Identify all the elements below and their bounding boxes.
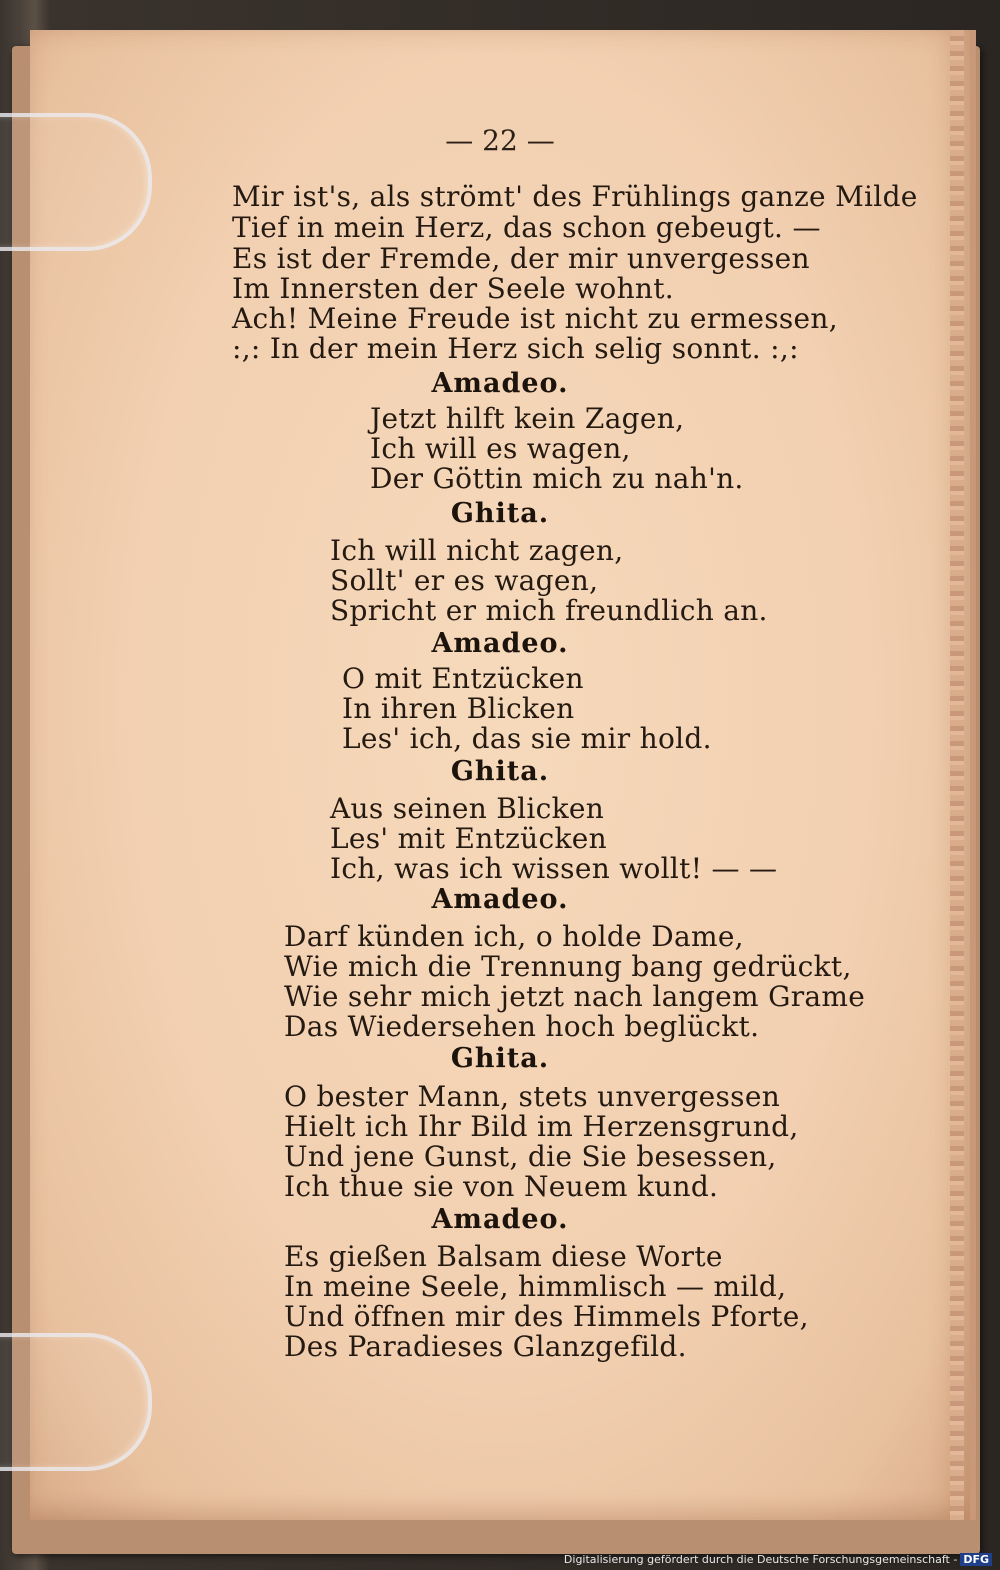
verse-line: In meine Seele, himmlisch — mild, [284, 1270, 787, 1303]
speaker-heading: Amadeo. [431, 1204, 569, 1235]
speaker-heading: Ghita. [450, 756, 550, 787]
verse-line: Im Innersten der Seele wohnt. [232, 272, 674, 305]
verse-line: Wie sehr mich jetzt nach langem Grame [284, 980, 866, 1013]
verse-line: Spricht er mich freundlich an. [330, 594, 768, 627]
verse-line: Ich thue sie von Neuem kund. [284, 1170, 719, 1203]
verse-line: Das Wiedersehen hoch beglückt. [284, 1010, 760, 1043]
verse-line: Hielt ich Ihr Bild im Herzensgrund, [284, 1110, 799, 1143]
verse-line: Ach! Meine Freude ist nicht zu ermessen, [232, 302, 838, 335]
credit-text: Digitalisierung gefördert durch die Deutsche Forschungsgemeinschaft - [563, 1553, 958, 1566]
plastic-clip-bottom [0, 1333, 152, 1471]
speaker-heading: Amadeo. [431, 884, 569, 915]
verse-line: Ich will nicht zagen, [330, 534, 624, 567]
verse-line: Aus seinen Blicken [330, 792, 605, 825]
verse-line: Darf künden ich, o holde Dame, [284, 920, 744, 953]
verse-line: O bester Mann, stets unvergessen [284, 1080, 781, 1113]
verse-line: Es ist der Fremde, der mir unvergessen [232, 242, 810, 275]
verse-line: Ich will es wagen, [370, 432, 631, 465]
digitization-credit [564, 1553, 992, 1566]
verse-line: Der Göttin mich zu nah'n. [370, 462, 744, 495]
verse-line: Les' ich, das sie mir hold. [342, 722, 712, 755]
speaker-heading: Ghita. [450, 498, 550, 529]
speaker-heading: Amadeo. [431, 628, 569, 659]
verse-line: Des Paradieses Glanzgefild. [284, 1330, 687, 1363]
verse-line: Es gießen Balsam diese Worte [284, 1240, 723, 1273]
page-number: — 22 — [445, 124, 555, 157]
verse-line: Mir ist's, als strömt' des Frühlings ganze Milde [232, 180, 918, 213]
verse-line: In ihren Blicken [342, 692, 575, 725]
verse-line: Ich, was ich wissen wollt! — — [330, 852, 778, 885]
verse-line: Les' mit Entzücken [330, 822, 607, 855]
verse-line: Jetzt hilft kein Zagen, [370, 402, 685, 435]
verse-line: :,: In der mein Herz sich selig sonnt. :,: [232, 332, 799, 365]
verse-line: Sollt' er es wagen, [330, 564, 599, 597]
dfg-logo: DFG [960, 1553, 992, 1566]
verse-line: Und jene Gunst, die Sie besessen, [284, 1140, 777, 1173]
verse-line: Wie mich die Trennung bang gedrückt, [284, 950, 852, 983]
verse-line: Tief in mein Herz, das schon gebeugt. — [232, 211, 821, 244]
speaker-heading: Amadeo. [431, 368, 569, 399]
verse-line: O mit Entzücken [342, 662, 584, 695]
speaker-heading: Ghita. [450, 1043, 550, 1074]
verse-line: Und öffnen mir des Himmels Pforte, [284, 1300, 809, 1333]
